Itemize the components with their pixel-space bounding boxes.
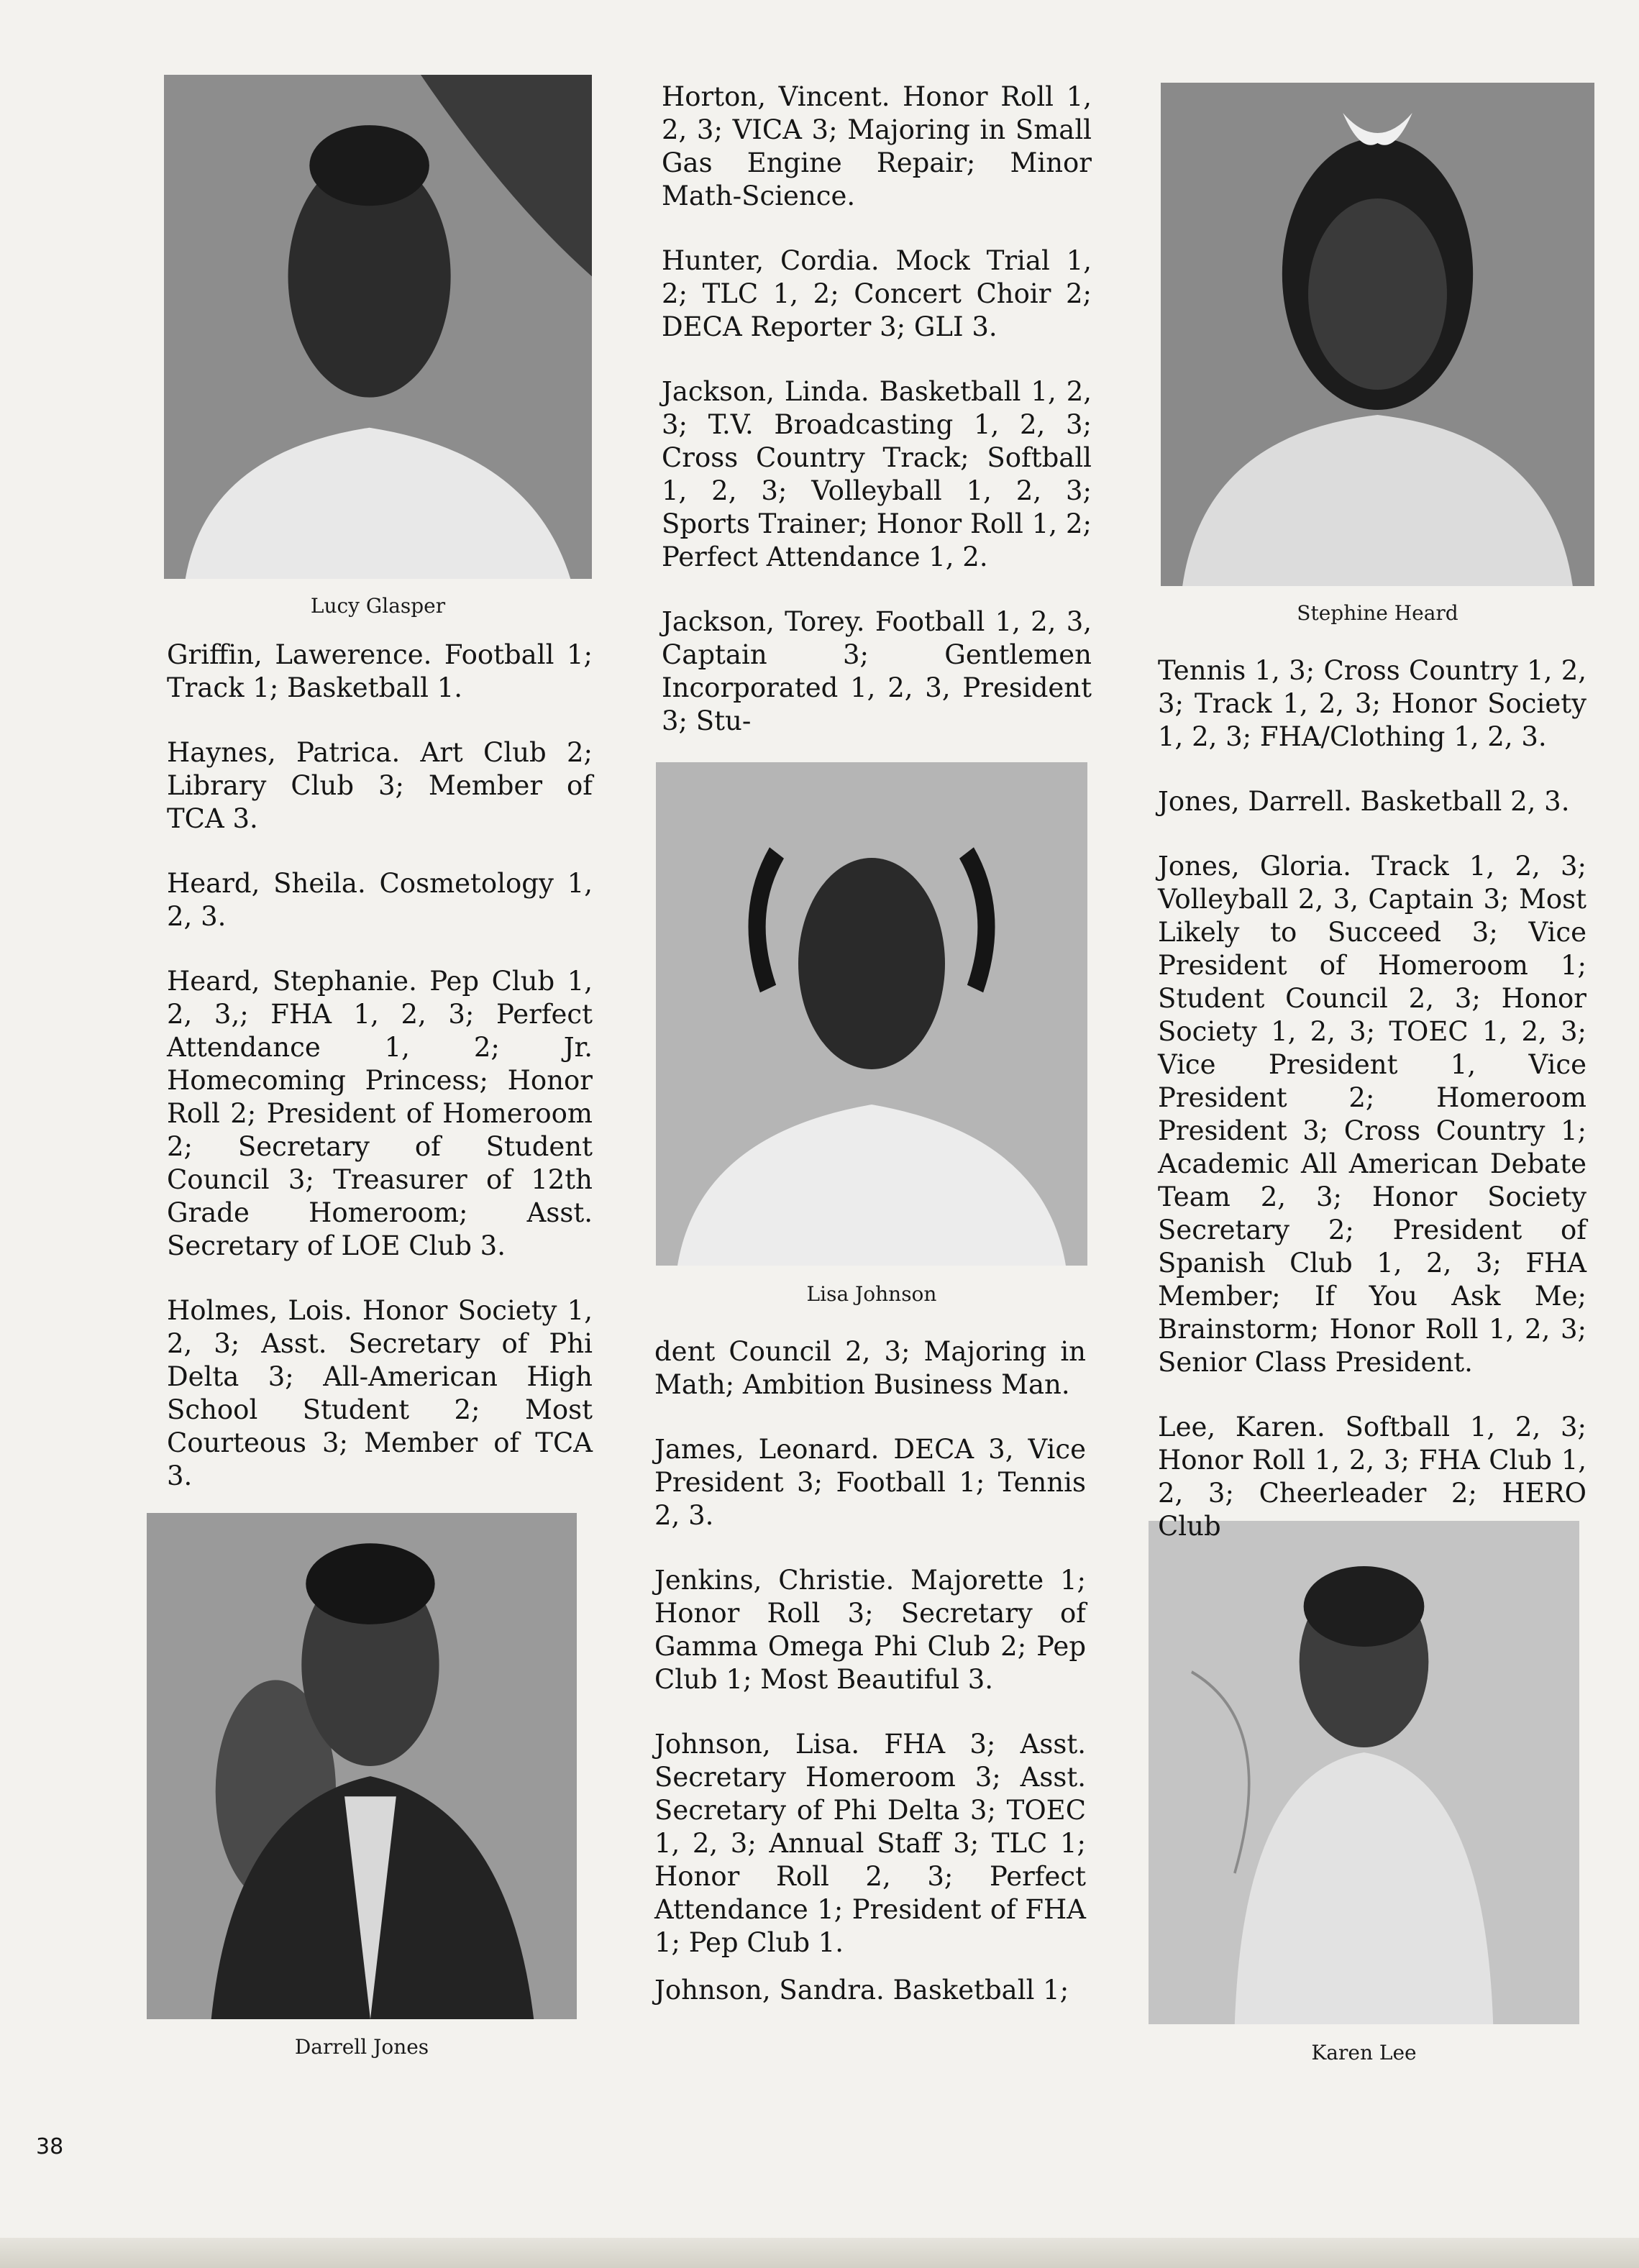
student-entry: Jenkins, Christie. Majorette 1; Honor Roll 3; Secretary of Gamma Omega Phi Club 2; Pep Club 1; Most Beautiful 3. xyxy=(654,1565,1086,1695)
student-entry: Heard, Sheila. Cosmetology 1, 2, 3. xyxy=(167,868,593,932)
portrait-photo-darrell-jones xyxy=(147,1513,577,2019)
portrait-silhouette xyxy=(164,75,592,579)
student-entry: James, Leonard. DECA 3, Vice President 3; Football 1; Tennis 2, 3. xyxy=(654,1434,1086,1531)
portrait-silhouette xyxy=(656,762,1087,1266)
scan-edge xyxy=(0,2238,1639,2268)
student-entry: Horton, Vincent. Honor Roll 1, 2, 3; VICA 3; Majoring in Small Gas Engine Repair; Minor Math-Science. xyxy=(662,81,1092,211)
portrait-silhouette xyxy=(1149,1521,1579,2024)
student-entry: dent Council 2, 3; Majoring in Math; Ambition Business Man. xyxy=(654,1336,1086,1400)
student-entry: Tennis 1, 3; Cross Country 1, 2, 3; Track 1, 2, 3; Honor Society 1, 2, 3; FHA/Clothing 1, 2, 3. xyxy=(1158,655,1587,752)
student-entry: Haynes, Patrica. Art Club 2; Library Club 3; Member of TCA 3. xyxy=(167,737,593,834)
student-entry: Jones, Darrell. Basketball 2, 3. xyxy=(1158,786,1570,817)
page-number: 38 xyxy=(36,2134,64,2159)
portrait-photo-lucy-glasper xyxy=(164,75,592,579)
photo-caption: Lucy Glasper xyxy=(310,594,446,618)
student-entry: Jackson, Linda. Basketball 1, 2, 3; T.V. Broadcasting 1, 2, 3; Cross Country Track; Softball 1, 2, 3; Volleyball 1, 2, 3; Sports Trainer; Honor Roll 1, 2; Perfect Attendance 1, 2. xyxy=(662,376,1092,572)
portrait-silhouette xyxy=(1161,83,1594,586)
portrait-photo-karen-lee xyxy=(1149,1521,1579,2024)
portrait-photo-stephine-heard xyxy=(1161,83,1594,586)
student-entry: Lee, Karen. Softball 1, 2, 3; Honor Roll 1, 2, 3; FHA Club 1, 2, 3; Cheerleader 2; HERO Club xyxy=(1158,1412,1587,1542)
student-entry: Johnson, Lisa. FHA 3; Asst. Secretary Homeroom 3; Asst. Secretary of Phi Delta 3; TOEC 1, 2, 3; Annual Staff 3; TLC 1; Honor Roll 2, 3; Perfect Attendance 1; President of FHA 1; Pep Club 1. xyxy=(654,1729,1086,1958)
left-column xyxy=(167,639,593,1524)
student-entry: Jackson, Torey. Football 1, 2, 3, Captain 3; Gentlemen Incorporated 1, 2, 3, President 3; Stu- xyxy=(662,606,1092,736)
student-entry: Hunter, Cordia. Mock Trial 1, 2; TLC 1, 2; Concert Choir 2; DECA Reporter 3; GLI 3. xyxy=(662,245,1092,342)
photo-caption: Darrell Jones xyxy=(294,2035,429,2059)
photo-caption: Stephine Heard xyxy=(1297,601,1458,625)
student-entry: Jones, Gloria. Track 1, 2, 3; Volleyball 2, 3, Captain 3; Most Likely to Succeed 3; Vice President of Homeroom 1; Student Council 2, 3; Honor Society 1, 2, 3; TOEC 1, 2, 3; Vice President 1, Vice President 2; Homeroom President 3; Cross Country 1; Academic All American Debate Team 2, 3; Honor Society Secretary 2; President of Spanish Club 1, 2, 3; FHA Member; If You Ask Me; Brainstorm; Honor Roll 1, 2, 3; Senior Class President. xyxy=(1158,851,1587,1378)
middle-column-bottom xyxy=(654,1335,1086,2039)
photo-caption: Karen Lee xyxy=(1311,2041,1417,2064)
middle-column-top xyxy=(662,81,1092,769)
student-entry: Holmes, Lois. Honor Society 1, 2, 3; Asst. Secretary of Phi Delta 3; All-American High School Student 2; Most Courteous 3; Member of TCA 3. xyxy=(167,1295,593,1491)
right-column xyxy=(1158,654,1587,1575)
portrait-silhouette xyxy=(147,1513,577,2019)
photo-caption: Lisa Johnson xyxy=(806,1282,937,1306)
student-entry: Griffin, Lawerence. Football 1; Track 1; Basketball 1. xyxy=(167,639,593,703)
portrait-photo-lisa-johnson xyxy=(656,762,1087,1266)
student-entry: Heard, Stephanie. Pep Club 1, 2, 3,; FHA 1, 2, 3; Perfect Attendance 1, 2; Jr. Homecoming Princess; Honor Roll 2; President of Homeroom 2; Secretary of Student Council 3; Treasurer of 12th Grade Homeroom; Asst. Secretary of LOE Club 3. xyxy=(167,966,593,1261)
student-entry: Johnson, Sandra. Basketball 1; xyxy=(654,1975,1069,2006)
